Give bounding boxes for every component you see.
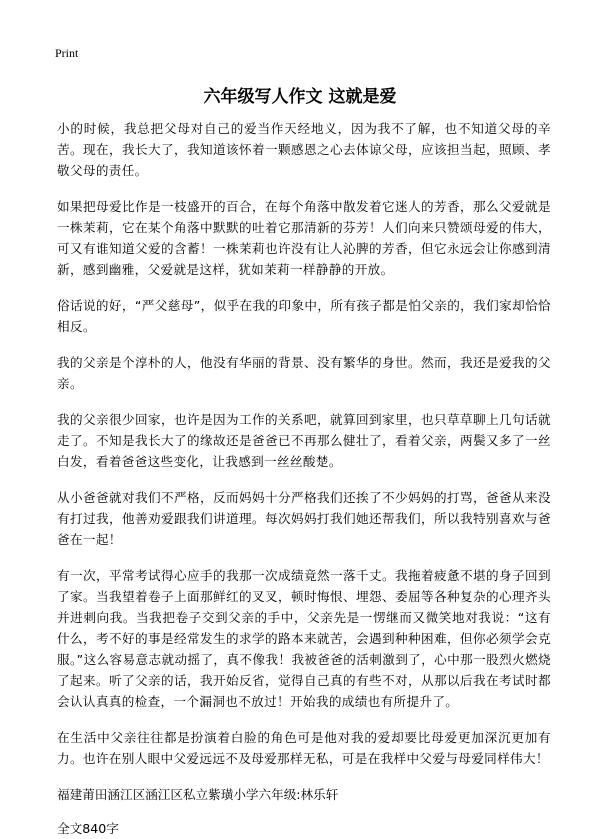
paragraph-7: 有一次，平常考试得心应手的我那一次成绩竟然一落千丈。我拖着疲惫不堪的身子回到了家。当我望着卷子上面那鲜红的叉叉，顿时悔恨、埋怨、委屈等各种复杂的心理齐头并进刺向我。当我把卷子交到父亲的手中，父亲先是一愣继而又微笑地对我说：“这有什么，考不好的事是经常发生的求学的路本来就苦，会遇到种种困难，但你必须学会克服。”这么容易意志就动摇了，真不像我！我被爸爸的活刺激到了，心中那一股烈火燃烧了起来。听了父亲的话，我开始反省，觉得自己真的有些不对，从那以后我在考试时都会认认真真的检查，一个漏洞也不放过！开始我的成绩也有所提升了。 bbox=[57, 568, 551, 709]
paragraph-2: 如果把母爱比作是一枝盛开的百合，在每个角落中散发着它迷人的芳香，那么父爱就是一株茉莉，它在某个角落中默默的吐着它那清新的芬芳！人们向来只赞颂母爱的伟大，可又有谁知道父爱的含蓄！一株茉莉也许没有让人沁脾的芳香，但它永远会让你感到清新，感到幽雅，父爱就是这样，犹如茉莉一样静静的开放。 bbox=[57, 199, 551, 277]
paragraph-8: 在生活中父亲往往都是扮演着白脸的角色可是他对我的爱却要比母爱更加深沉更加有力。也许在别人眼中父爱远远不及母爱那样无私，可是在我样中父爱与母爱同样伟大！ bbox=[57, 730, 551, 766]
paragraph-1: 小的时候，我总把父母对自己的爱当作天经地义，因为我不了解，也不知道父母的辛苦。现在，我长大了，我知道该怀着一颗感恩之心去体谅父母，应该担当起，照顾、孝敬父母的责任。 bbox=[57, 121, 551, 178]
paragraph-6: 从小爸爸就对我们不严格，反而妈妈十分严格我们还挨了不少妈妈的打骂，爸爸从来没有打过我，他善劝爱跟我们讲道理。每次妈妈打我们她还帮我们，所以我特别喜欢与爸爸在一起！ bbox=[57, 490, 551, 547]
word-count: 全文840字 bbox=[57, 821, 119, 836]
paragraph-4: 我的父亲是个淳朴的人，他没有华丽的背景、没有繁华的身世。然而，我还是爱我的父亲。 bbox=[57, 355, 551, 391]
paragraph-3: 俗话说的好，“严父慈母”，似乎在我的印象中，所有孩子都是怕父亲的，我们家却恰恰相反。 bbox=[57, 298, 551, 334]
paragraph-5: 我的父亲很少回家，也许是因为工作的关系吧，就算回到家里，也只草草聊上几句话就走了。不知是我长大了的缘故还是爸爸已不再那么健壮了，看着父亲，两鬓又多了一丝白发，看着爸爸这些变化，让我感到一丝丝酸楚。 bbox=[57, 412, 551, 469]
author-line: 福建莆田涵江区涵江区私立紫璜小学六年级:林乐轩 bbox=[57, 787, 339, 802]
article-body bbox=[57, 118, 551, 839]
print-link[interactable]: Print bbox=[55, 46, 79, 60]
article-title: 六年级写人作文 这就是爱 bbox=[203, 87, 397, 107]
